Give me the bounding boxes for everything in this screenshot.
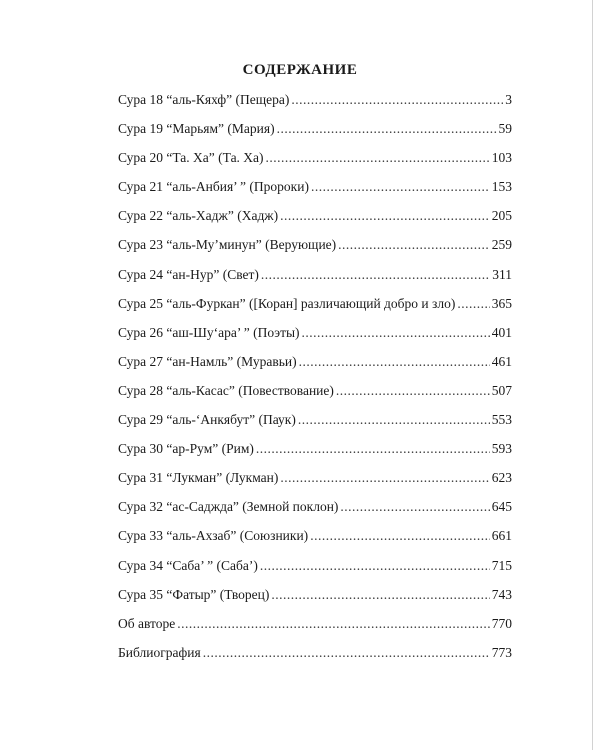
toc-entry-page-number: 401 bbox=[491, 324, 512, 340]
toc-entry-sura-23 bbox=[118, 237, 512, 266]
dot-leader bbox=[280, 470, 489, 486]
toc-entry-page-number: 593 bbox=[491, 441, 512, 457]
dot-leader bbox=[277, 121, 497, 137]
dot-leader bbox=[260, 558, 490, 574]
toc-entry-title: Сура 23 “аль-Му’минун” (Верующие) bbox=[118, 237, 337, 253]
toc-entry-page-number: 773 bbox=[491, 644, 512, 660]
dot-leader bbox=[256, 441, 490, 457]
toc-entry-title: Сура 35 “Фатыр” (Творец) bbox=[118, 586, 270, 602]
toc-entry-title: Сура 21 “аль-Анбия’ ” (Пророки) bbox=[118, 179, 309, 195]
toc-entry-title: Сура 31 “Лукман” (Лукман) bbox=[118, 470, 279, 486]
toc-entry-title: Сура 29 “аль-‘Анкябут” (Паук) bbox=[118, 412, 296, 428]
toc-entry-title: Об авторе bbox=[118, 615, 176, 631]
toc-entry-page-number: 645 bbox=[491, 499, 512, 515]
toc-entry-title: Сура 26 “аш-Шу‘ара’ ” (Поэты) bbox=[118, 324, 300, 340]
toc-entry-sura-34 bbox=[118, 558, 512, 587]
toc-entry-sura-18 bbox=[118, 92, 512, 121]
toc-entry-about-author bbox=[118, 616, 512, 645]
toc-entry-sura-24 bbox=[118, 267, 512, 296]
dot-leader bbox=[340, 499, 489, 515]
dot-leader bbox=[266, 150, 490, 166]
dot-leader bbox=[291, 92, 503, 108]
toc-entry-page-number: 103 bbox=[491, 150, 512, 166]
toc-entry-title: Сура 19 “Марьям” (Мария) bbox=[118, 121, 275, 137]
toc-entry-sura-35 bbox=[118, 587, 512, 616]
toc-entry-page-number: 365 bbox=[491, 295, 512, 311]
toc-entry-sura-33 bbox=[118, 528, 512, 557]
toc-entry-title: Сура 24 “ан-Нур” (Свет) bbox=[118, 266, 259, 282]
dot-leader bbox=[310, 528, 490, 544]
dot-leader bbox=[177, 616, 490, 632]
toc-entry-title: Сура 18 “аль-Кяхф” (Пещера) bbox=[118, 92, 290, 107]
toc-entry-title: Сура 25 “аль-Фуркан” ([Коран] различающий добро и зло) bbox=[118, 295, 456, 311]
toc-entry-page-number: 507 bbox=[491, 382, 512, 398]
dot-leader bbox=[338, 237, 490, 253]
toc-entry-title: Сура 33 “аль-Ахзаб” (Союзники) bbox=[118, 528, 309, 544]
toc-entry-sura-28 bbox=[118, 383, 512, 412]
toc-entry-page-number: 553 bbox=[491, 412, 512, 428]
toc-entry-sura-30 bbox=[118, 441, 512, 470]
dot-leader bbox=[261, 267, 490, 283]
toc-entry-page-number: 259 bbox=[491, 237, 512, 253]
dot-leader bbox=[336, 383, 490, 399]
dot-leader bbox=[280, 208, 490, 224]
dot-leader bbox=[271, 587, 489, 603]
toc-entry-page-number: 205 bbox=[491, 208, 512, 224]
toc-entry-title: Сура 32 “ас-Саджда” (Земной поклон) bbox=[118, 499, 339, 515]
toc-list bbox=[118, 92, 512, 674]
toc-entry-page-number: 661 bbox=[491, 528, 512, 544]
dot-leader bbox=[457, 296, 489, 312]
toc-entry-sura-25 bbox=[118, 296, 512, 325]
toc-entry-bibliography bbox=[118, 645, 512, 674]
dot-leader bbox=[203, 645, 490, 661]
toc-entry-page-number: 715 bbox=[491, 557, 512, 573]
toc-entry-title: Сура 34 “Саба’ ” (Саба’) bbox=[118, 557, 258, 573]
toc-entry-page-number: 59 bbox=[498, 121, 512, 137]
toc-entry-title: Библиография bbox=[118, 644, 201, 660]
toc-entry-title: Сура 30 “ар-Рум” (Рим) bbox=[118, 441, 254, 457]
toc-entry-title: Сура 28 “аль-Касас” (Повествование) bbox=[118, 382, 334, 398]
toc-entry-title: Сура 20 “Та. Ха” (Та. Ха) bbox=[118, 150, 264, 166]
toc-entry-page-number: 623 bbox=[491, 470, 512, 486]
toc-entry-sura-29 bbox=[118, 412, 512, 441]
toc-entry-page-number: 743 bbox=[491, 586, 512, 602]
toc-entry-sura-31 bbox=[118, 470, 512, 499]
toc-entry-sura-32 bbox=[118, 499, 512, 528]
toc-title: СОДЕРЖАНИЕ bbox=[242, 62, 358, 78]
toc-entry-title: Сура 22 “аль-Хадж” (Хадж) bbox=[118, 208, 279, 224]
dot-leader bbox=[299, 354, 490, 370]
dot-leader bbox=[298, 412, 490, 428]
toc-entry-page-number: 311 bbox=[492, 266, 512, 282]
toc-entry-sura-22 bbox=[118, 208, 512, 237]
toc-entry-sura-21 bbox=[118, 179, 512, 208]
toc-entry-sura-19 bbox=[118, 121, 512, 150]
dot-leader bbox=[311, 179, 490, 195]
toc-entry-title: Сура 27 “ан-Намль” (Муравьи) bbox=[118, 353, 297, 369]
toc-entry-page-number: 461 bbox=[491, 353, 512, 369]
toc-entry-sura-20 bbox=[118, 150, 512, 179]
toc-entry-sura-27 bbox=[118, 354, 512, 383]
dot-leader bbox=[302, 325, 490, 341]
toc-entry-sura-26 bbox=[118, 325, 512, 354]
toc-entry-page-number: 770 bbox=[491, 615, 512, 631]
toc-entry-page-number: 153 bbox=[491, 179, 512, 195]
page-edge-line bbox=[592, 0, 593, 750]
toc-entry-page-number: 3 bbox=[505, 92, 512, 107]
